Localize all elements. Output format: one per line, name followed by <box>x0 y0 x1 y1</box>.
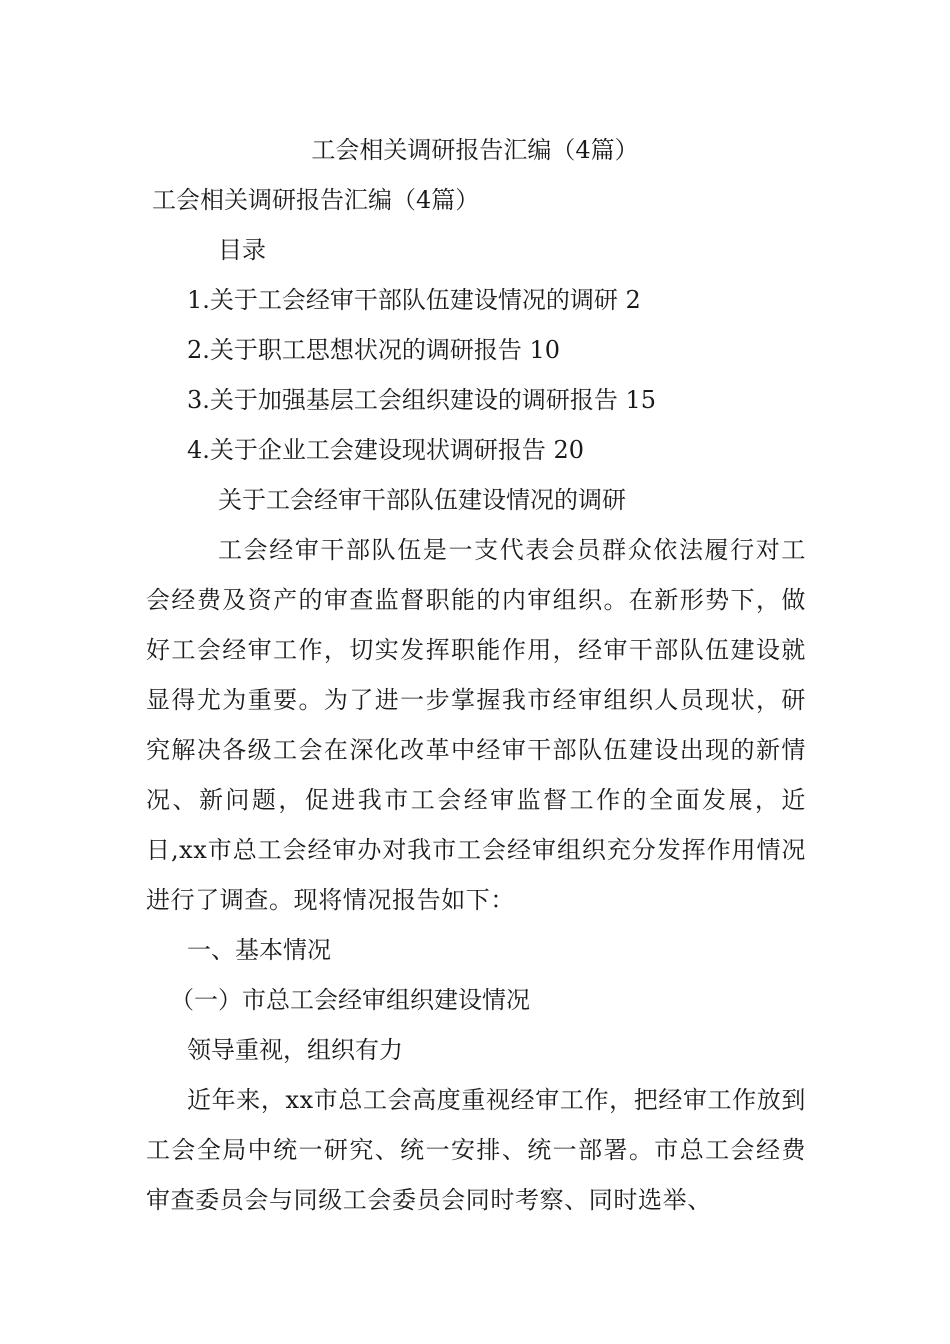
article-title: 关于工会经审干部队伍建设情况的调研 <box>218 486 626 514</box>
document-subtitle: 工会相关调研报告汇编（4篇） <box>152 186 480 214</box>
document-title: 工会相关调研报告汇编（4篇） <box>311 136 639 164</box>
toc-item: 1.关于工会经审干部队伍建设情况的调研 2 <box>187 286 641 314</box>
section-heading: 一、基本情况 <box>187 936 331 964</box>
toc-item: 2.关于职工思想状况的调研报告 10 <box>187 336 561 364</box>
toc-item: 3.关于加强基层工会组织建设的调研报告 15 <box>187 386 657 414</box>
point-heading: 领导重视，组织有力 <box>187 1036 403 1064</box>
body-paragraph: 近年来，xx市总工会高度重视经审工作，把经审工作放到工会全局中统一研究、统一安排、统一部署。市总工会经费审查委员会与同级工会委员会同时考察、同时选举、 <box>146 1086 806 1214</box>
subsection-heading: （一）市总工会经审组织建设情况 <box>170 986 530 1014</box>
toc-item: 4.关于企业工会建设现状调研报告 20 <box>187 436 585 464</box>
body-paragraph: 工会经审干部队伍是一支代表会员群众依法履行对工会经费及资产的审查监督职能的内审组织。在新形势下，做好工会经审工作，切实发挥职能作用，经审干部队伍建设就显得尤为重要。为了进一步掌握我市经审组织人员现状，研究解决各级工会在深化改革中经审干部队伍建设出现的新情况、新问题，促进我市工会经审监督工作的全面发展，近日,xx市总工会经审办对我市工会经审组织充分发挥作用情况进行了调查。现将情况报告如下： <box>146 536 806 914</box>
toc-heading: 目录 <box>218 236 266 264</box>
